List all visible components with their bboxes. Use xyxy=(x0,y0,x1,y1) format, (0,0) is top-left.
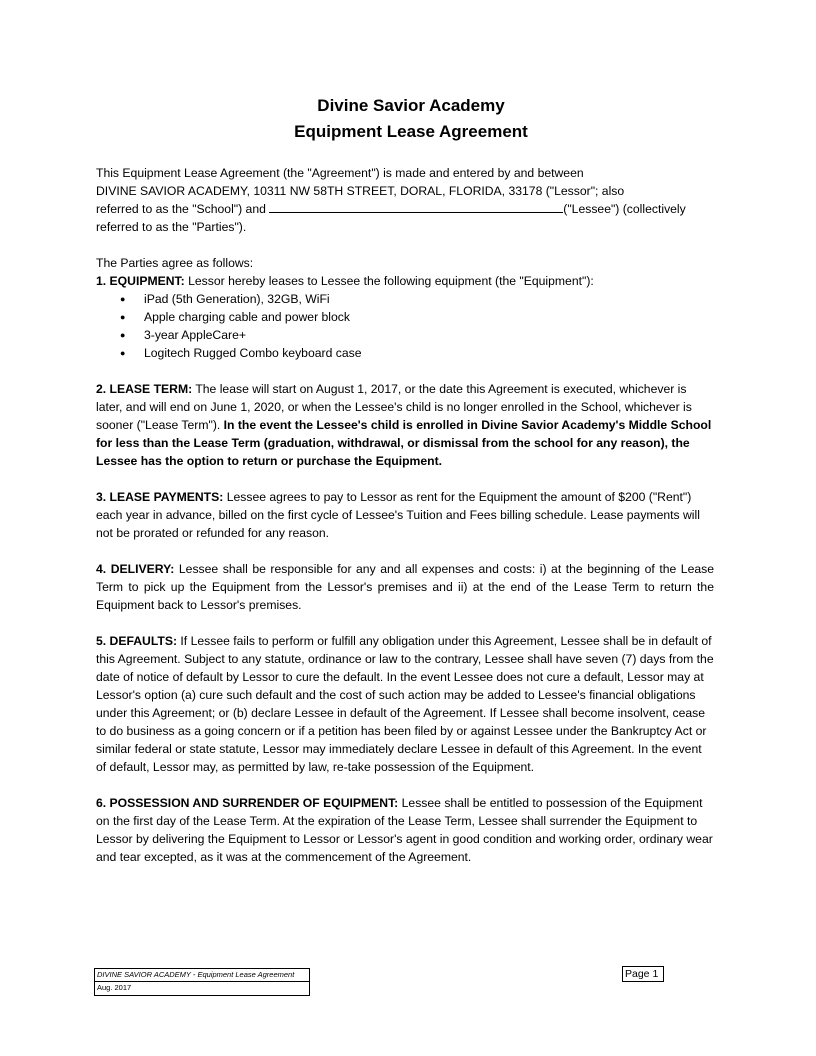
intro-lessee: ("Lessee") (collectively xyxy=(563,202,686,216)
section-heading: 5. DEFAULTS: xyxy=(96,634,178,648)
intro-line-3: referred to as the "School") and xyxy=(96,202,266,216)
document-body xyxy=(96,164,714,866)
intro-line-2: DIVINE SAVIOR ACADEMY, 10311 NW 58TH STREET, DORAL, FLORIDA, 33178 ("Lessor"; also xyxy=(96,184,625,198)
equipment-list xyxy=(96,290,714,362)
section-equipment xyxy=(96,272,714,290)
lessee-name-blank[interactable] xyxy=(269,201,563,213)
footer-info-box xyxy=(94,968,310,996)
parties-agree: The Parties agree as follows: xyxy=(96,256,254,270)
bullet-icon: ● xyxy=(120,330,126,340)
section-text: Lessee shall be entitled to possession of the Equipment on the first day of the Lease Term. At the expiration of the Lease Term, Lessee shall surrender the Equipment to Lessor by delivering the Equipment to Lessor or Lessor's agent in good condition and working order, ordinary wear and tear excepted, as it was at the commencement of the Agreement. xyxy=(96,796,713,864)
section-lease-term xyxy=(96,380,714,470)
section-possession xyxy=(96,794,714,866)
section-delivery xyxy=(96,560,714,614)
section-heading: 1. EQUIPMENT: xyxy=(96,274,185,288)
section-lease-payments xyxy=(96,488,714,542)
section-text: The lease will start on August 1, 2017, or the date this Agreement is executed, whichever is later, and will end on June 1, 2020, or when the Lessee's child is no longer enrolled in the School, whichever is sooner ("Lease Term"). xyxy=(96,382,692,432)
section-heading: 2. LEASE TERM: xyxy=(96,382,193,396)
section-heading: 3. LEASE PAYMENTS: xyxy=(96,490,224,504)
bullet-icon: ● xyxy=(120,294,126,304)
footer-line-2: Aug. 2017 xyxy=(97,983,132,992)
list-item: ● Logitech Rugged Combo keyboard case xyxy=(120,346,362,360)
list-item: ● iPad (5th Generation), 32GB, WiFi xyxy=(120,292,330,306)
section-text: If Lessee fails to perform or fulfill any obligation under this Agreement, Lessee shall be in default of this Agreement. Subject to any statute, ordinance or law to the contrary, Lessee shall have seven (7) days from the date of notice of default by Lessor to cure the default. In the event Lessee does not cure a default, Lessor may at Lessor's option (a) cure such default and the cost of such action may be added to Lessee's financial obligations under this Agreement; or (b) declare Lessee in default of the Agreement. If Lessee shall become insolvent, cease to do business as a going concern or if a petition has been filed by or against Lessee under the Bankruptcy Act or similar federal or state statute, Lessor may immediately declare Lessee in default of this Agreement. In the event of default, Lessor may, as permitted by law, re-take possession of the Equipment. xyxy=(96,634,714,774)
list-item: ● Apple charging cable and power block xyxy=(120,310,350,324)
intro-line-1: This Equipment Lease Agreement (the "Agreement") is made and entered by and between xyxy=(96,166,584,180)
section-defaults xyxy=(96,632,714,776)
section-heading: 6. POSSESSION AND SURRENDER OF EQUIPMENT: xyxy=(96,796,399,810)
page-number: Page 1 xyxy=(622,966,664,982)
section-text: Lessor hereby leases to Lessee the following equipment (the "Equipment"): xyxy=(184,274,594,288)
document-title: Divine Savior Academy xyxy=(317,96,505,115)
section-text: Lessee agrees to pay to Lessor as rent for the Equipment the amount of $200 ("Rent") each year in advance, billed on the first cycle of Lessee's Tuition and Fees billing schedule. Lease payments will not be prorated or refunded for any reason. xyxy=(96,490,700,540)
section-bold-text: In the event the Lessee's child is enrolled in Divine Savior Academy's Middle School for less than the Lease Term (graduation, withdrawal, or dismissal from the school for any reason), the Lessee has the option to return or purchase the Equipment. xyxy=(96,418,712,468)
intro-paragraph xyxy=(96,164,714,236)
list-item: ● 3-year AppleCare+ xyxy=(120,328,246,342)
section-text: Lessee shall be responsible for any and all expenses and costs: i) at the beginning of the Lease Term to pick up the Equipment from the Lessor's premises and ii) at the end of the Lease Term to return the Equipment back to Lessor's premises. xyxy=(96,562,714,612)
section-heading: 4. DELIVERY: xyxy=(96,562,175,576)
bullet-icon: ● xyxy=(120,312,126,322)
intro-line-4: referred to as the "Parties"). xyxy=(96,220,247,234)
bullet-icon: ● xyxy=(120,348,126,358)
document-subtitle: Equipment Lease Agreement xyxy=(294,122,528,141)
footer-line-1: DIVINE SAVIOR ACADEMY - Equipment Lease Agreement xyxy=(95,969,309,982)
